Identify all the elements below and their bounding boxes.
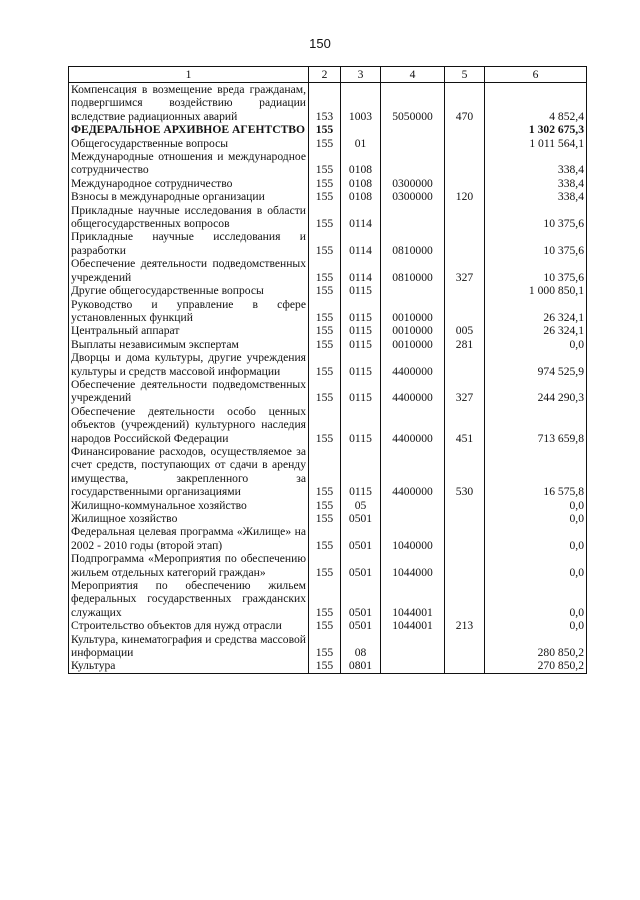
row-name: Дворцы и дома культуры, другие учреждения культуры и средств массовой информации [69,351,309,378]
row-amount: 713 659,8 [485,405,587,445]
row-chapter-code: 155 [309,177,341,190]
row-amount: 0,0 [485,525,587,552]
row-amount: 26 324,1 [485,324,587,337]
row-expense-code [445,552,485,579]
row-expense-code: 470 [445,83,485,124]
row-chapter-code: 155 [309,324,341,337]
row-target-code: 0010000 [381,298,445,325]
table-row [69,204,587,231]
row-expense-code: 281 [445,338,485,351]
row-name: Обеспечение деятельности подведомственных учреждений [69,378,309,405]
row-amount: 974 525,9 [485,351,587,378]
row-name: ФЕДЕРАЛЬНОЕ АРХИВНОЕ АГЕНТСТВО [69,123,309,136]
row-target-code [381,150,445,177]
row-amount: 16 575,8 [485,445,587,499]
table-row [69,633,587,660]
table-row [69,579,587,619]
row-section-code: 0115 [341,351,381,378]
table-row [69,177,587,190]
row-chapter-code: 155 [309,123,341,136]
row-name: Строительство объектов для нужд отрасли [69,619,309,632]
row-amount: 10 375,6 [485,204,587,231]
row-amount: 0,0 [485,579,587,619]
row-section-code: 0114 [341,230,381,257]
table-row [69,83,587,124]
row-expense-code [445,204,485,231]
row-expense-code [445,230,485,257]
row-name: Международные отношения и международное сотрудничество [69,150,309,177]
table-row [69,512,587,525]
row-chapter-code: 155 [309,512,341,525]
row-section-code: 0501 [341,619,381,632]
row-target-code [381,204,445,231]
row-name: Финансирование расходов, осуществляемое за счет средств, поступающих от сдачи в аренду имущества, закрепленного за государственными организациями [69,445,309,499]
row-section-code [341,123,381,136]
row-expense-code: 213 [445,619,485,632]
row-expense-code [445,525,485,552]
row-amount: 270 850,2 [485,659,587,673]
table-row [69,257,587,284]
column-header: 4 [381,67,445,83]
row-name: Федеральная целевая программа «Жилище» на 2002 - 2010 годы (второй этап) [69,525,309,552]
row-name: Взносы в международные организации [69,190,309,203]
row-amount: 0,0 [485,552,587,579]
row-target-code [381,659,445,673]
row-amount: 26 324,1 [485,298,587,325]
row-section-code: 0108 [341,190,381,203]
row-section-code: 0115 [341,338,381,351]
row-expense-code: 451 [445,405,485,445]
row-target-code: 1044000 [381,552,445,579]
row-amount: 338,4 [485,177,587,190]
table-row [69,137,587,150]
row-expense-code [445,512,485,525]
table-row [69,338,587,351]
row-name: Мероприятия по обеспечению жильем федеральных государственных гражданских служащих [69,579,309,619]
row-target-code: 0810000 [381,230,445,257]
row-target-code: 4400000 [381,445,445,499]
row-chapter-code: 153 [309,83,341,124]
row-chapter-code: 155 [309,633,341,660]
row-section-code: 05 [341,499,381,512]
row-target-code: 1044001 [381,579,445,619]
row-target-code: 5050000 [381,83,445,124]
row-amount: 0,0 [485,338,587,351]
row-expense-code: 005 [445,324,485,337]
row-section-code: 0115 [341,298,381,325]
row-target-code [381,512,445,525]
row-section-code: 01 [341,137,381,150]
row-chapter-code: 155 [309,257,341,284]
row-chapter-code: 155 [309,190,341,203]
column-header: 1 [69,67,309,83]
row-chapter-code: 155 [309,351,341,378]
row-amount: 1 011 564,1 [485,137,587,150]
table-row [69,378,587,405]
row-amount: 10 375,6 [485,257,587,284]
table-row [69,298,587,325]
row-amount: 4 852,4 [485,83,587,124]
row-target-code [381,633,445,660]
table-row [69,659,587,673]
row-expense-code [445,298,485,325]
row-target-code: 0300000 [381,177,445,190]
row-name: Выплаты независимым экспертам [69,338,309,351]
row-section-code: 0114 [341,204,381,231]
row-name: Жилищно-коммунальное хозяйство [69,499,309,512]
table-row [69,552,587,579]
table-body [69,83,587,674]
row-target-code [381,137,445,150]
row-section-code: 0501 [341,525,381,552]
row-chapter-code: 155 [309,525,341,552]
row-amount: 1 302 675,3 [485,123,587,136]
row-name: Культура, кинематография и средства массовой информации [69,633,309,660]
row-amount: 244 290,3 [485,378,587,405]
row-amount: 0,0 [485,499,587,512]
table-row [69,150,587,177]
row-expense-code [445,123,485,136]
table-row [69,525,587,552]
row-name: Прикладные научные исследования и разработки [69,230,309,257]
row-target-code: 4400000 [381,405,445,445]
row-amount: 338,4 [485,150,587,177]
row-name: Культура [69,659,309,673]
row-name: Прикладные научные исследования в области общегосударственных вопросов [69,204,309,231]
table-row [69,405,587,445]
row-amount: 0,0 [485,512,587,525]
row-section-code: 0501 [341,512,381,525]
row-chapter-code: 155 [309,579,341,619]
row-expense-code [445,177,485,190]
page-number: 150 [309,36,331,51]
row-section-code: 0115 [341,324,381,337]
row-target-code: 4400000 [381,351,445,378]
row-section-code: 0114 [341,257,381,284]
table-row [69,499,587,512]
row-section-code: 0501 [341,579,381,619]
row-target-code: 0010000 [381,324,445,337]
row-expense-code: 327 [445,257,485,284]
row-name: Обеспечение деятельности подведомственных учреждений [69,257,309,284]
row-amount: 280 850,2 [485,633,587,660]
row-expense-code [445,351,485,378]
row-section-code: 0115 [341,378,381,405]
row-chapter-code: 155 [309,284,341,297]
row-target-code [381,499,445,512]
row-chapter-code: 155 [309,445,341,499]
column-header: 3 [341,67,381,83]
row-target-code: 1044001 [381,619,445,632]
row-chapter-code: 155 [309,230,341,257]
row-expense-code [445,633,485,660]
column-header: 6 [485,67,587,83]
row-name: Общегосударственные вопросы [69,137,309,150]
row-name: Центральный аппарат [69,324,309,337]
row-amount: 338,4 [485,190,587,203]
row-expense-code [445,499,485,512]
row-name: Международное сотрудничество [69,177,309,190]
row-name: Руководство и управление в сфере установленных функций [69,298,309,325]
table-row [69,619,587,632]
row-expense-code: 530 [445,445,485,499]
row-expense-code [445,137,485,150]
table-row [69,284,587,297]
row-chapter-code: 155 [309,150,341,177]
row-target-code: 4400000 [381,378,445,405]
row-target-code: 0810000 [381,257,445,284]
table-row [69,324,587,337]
row-amount: 1 000 850,1 [485,284,587,297]
row-chapter-code: 155 [309,338,341,351]
row-expense-code [445,284,485,297]
budget-table [68,66,587,674]
row-amount: 0,0 [485,619,587,632]
row-chapter-code: 155 [309,619,341,632]
row-section-code: 0108 [341,177,381,190]
row-name: Компенсация в возмещение вреда гражданам, подвергшимся воздействию радиации вследствие радиационных аварий [69,83,309,124]
row-expense-code [445,150,485,177]
row-name: Подпрограмма «Мероприятия по обеспечению жильем отдельных категорий граждан» [69,552,309,579]
row-name: Другие общегосударственные вопросы [69,284,309,297]
row-amount: 10 375,6 [485,230,587,257]
row-chapter-code: 155 [309,378,341,405]
row-section-code: 0115 [341,284,381,297]
row-chapter-code: 155 [309,552,341,579]
column-header: 2 [309,67,341,83]
table-row [69,123,587,136]
table-header-row [69,67,587,83]
row-expense-code [445,659,485,673]
row-section-code: 0801 [341,659,381,673]
row-name: Жилищное хозяйство [69,512,309,525]
table-row [69,230,587,257]
row-chapter-code: 155 [309,499,341,512]
row-chapter-code: 155 [309,298,341,325]
row-expense-code: 327 [445,378,485,405]
row-target-code: 0300000 [381,190,445,203]
row-target-code [381,123,445,136]
row-chapter-code: 155 [309,659,341,673]
row-section-code: 0115 [341,445,381,499]
row-chapter-code: 155 [309,405,341,445]
row-expense-code: 120 [445,190,485,203]
row-section-code: 0108 [341,150,381,177]
table-row [69,190,587,203]
row-target-code: 1040000 [381,525,445,552]
row-section-code: 1003 [341,83,381,124]
row-name: Обеспечение деятельности особо ценных объектов (учреждений) культурного наследия народов Российской Федерации [69,405,309,445]
row-expense-code [445,579,485,619]
row-section-code: 0501 [341,552,381,579]
table-row [69,351,587,378]
row-section-code: 0115 [341,405,381,445]
table-row [69,445,587,499]
row-target-code: 0010000 [381,338,445,351]
column-header: 5 [445,67,485,83]
row-target-code [381,284,445,297]
row-section-code: 08 [341,633,381,660]
row-chapter-code: 155 [309,137,341,150]
row-chapter-code: 155 [309,204,341,231]
